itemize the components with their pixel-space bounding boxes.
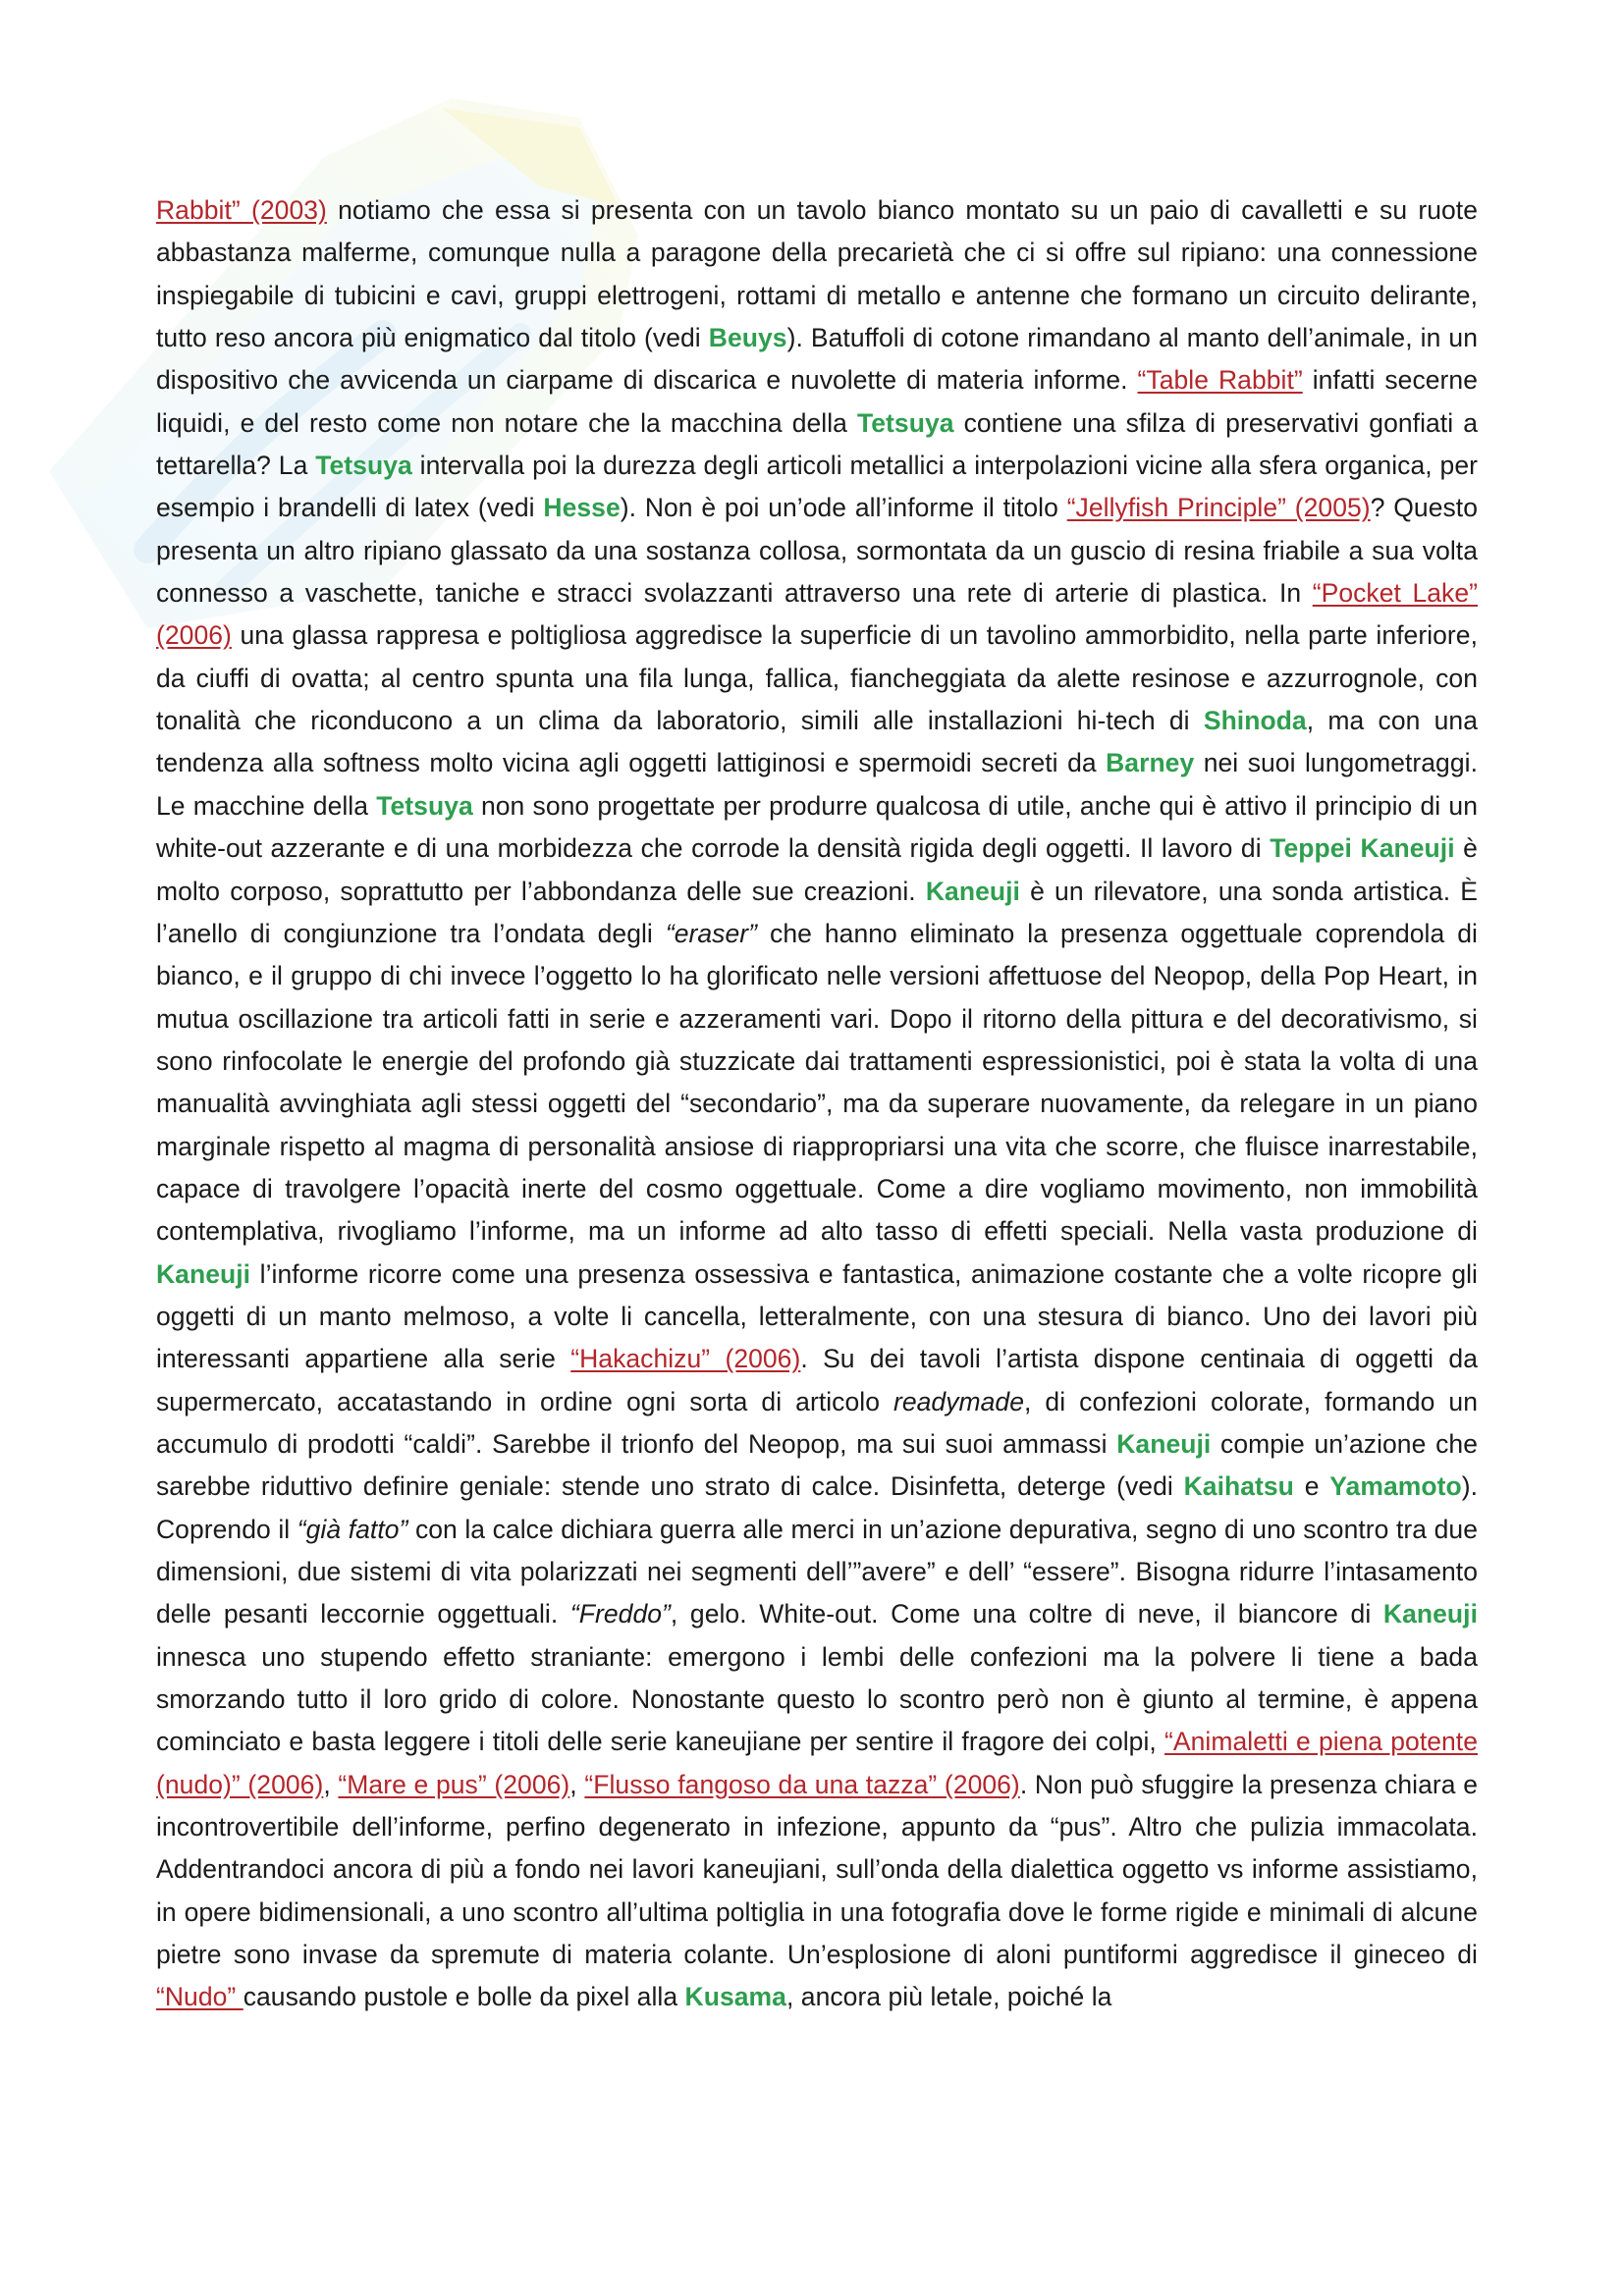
artist-name: Yamamoto [1329, 1471, 1462, 1502]
artist-name: Hesse [543, 493, 621, 523]
text-run: con la calce dichiara guerra alle merci in un’azione depurativa, segno di uno scontro tra due dimensioni, due sistemi di vita polarizzati nei segmenti dell’”avere” e dell’ “essere”. Bisogna ridurre l’intasamento delle pesanti leccornie oggettuali. [156, 1514, 1478, 1629]
text-run: infatti secerne liquidi, e del resto come non notare che la macchina della [156, 365, 1478, 438]
italic-term: “eraser” [665, 918, 758, 948]
artist-name: Shinoda [1203, 706, 1307, 736]
text-run: . Su dei tavoli l’artista dispone centinaia di oggetti da supermercato, accatastando in ordine ogni sorta di articolo [156, 1344, 1478, 1416]
artwork-title: “Mare e pus” (2006) [338, 1769, 570, 1799]
italic-term: readymade [893, 1386, 1025, 1416]
text-run: innesca uno stupendo effetto straniante: emergono i lembi delle confezioni ma la polvere li tiene a bada smorzando tutto il loro grido di colore. Nonostante questo lo scontro però non è giunto al termine, è appena cominciato e basta leggere i titoli delle serie kaneujiane per sentire il fragore dei colpi, [156, 1641, 1478, 1757]
artwork-title: “Jellyfish Principle” (2005) [1066, 493, 1371, 523]
artist-name: Kaneuji [1382, 1599, 1478, 1629]
text-run: non sono progettate per produrre qualcosa di utile, anche qui è attivo il principio di un white-out azzerante e di una morbidezza che corrode la densità rigida degli oggetti. Il lavoro di [156, 790, 1479, 864]
artwork-title: “Hakachizu” (2006) [570, 1344, 801, 1374]
artist-name: Kaneuji [925, 876, 1020, 906]
artist-name: Teppei Kaneuji [1270, 833, 1455, 864]
text-run: notiamo che essa si presenta con un tavolo bianco montato su un paio di cavalletti e su ruote abbastanza malferme, comunque nulla a paragone della precarietà che ci si offre sul ripiano: una connessione inspiegabile di tubicini e cavi, gruppi elettrogeni, rottami di metallo e antenne che formano un circuito delirante, tutto reso ancora più enigmatico dal titolo (vedi [156, 195, 1479, 353]
text-run: e [1293, 1471, 1330, 1502]
artist-name: Kaneuji [1116, 1428, 1212, 1459]
text-run: ? Questo presenta un altro ripiano glassato da una sostanza collosa, sormontata da un guscio di resina friabile a sua volta connesso a vaschette, taniche e stracci svolazzanti attraverso una rete di arterie di plastica. In [156, 493, 1478, 609]
text-run: ). Non è poi un’ode all’informe il titolo [620, 493, 1067, 523]
text-run: che hanno eliminato la presenza oggettuale coprendola di bianco, e il gruppo di chi invece l’oggetto lo ha glorificato nelle versioni affettuose del Neopop, della Pop Heart, in mutua oscillazione tra articoli fatti in serie e azzeramenti vari. Dopo il ritorno della pittura e del decorativismo, si sono rinfocolate le energie del profondo già stuzzicate dai trattamenti espressionistici, poi è stata la volta di una manualità avvinghiata agli stessi oggetti del “secondario”, ma da superare nuovamente, da relegare in un piano marginale rispetto al magma di personalità ansiose di riappropriarsi una vita che scorre, che fluisce inarrestabile, capace di travolgere l’opacità inerte del cosmo oggettuale. Come a dire vogliamo movimento, non immobilità contemplativa, rivogliamo l’informe, ma un informe ad alto tasso di effetti speciali. Nella vasta produzione di [156, 918, 1478, 1247]
text-run: intervalla poi la durezza degli articoli metallici a interpolazioni vicine alla sfera organica, per esempio i brandelli di latex (vedi [156, 451, 1478, 523]
artist-name: Beuys [708, 323, 787, 353]
text-run: causando pustole e bolle da pixel alla [243, 1982, 685, 2012]
artist-name: Kaneuji [156, 1258, 251, 1289]
paragraph [156, 189, 1478, 2019]
artwork-title: “Table Rabbit” [1137, 365, 1303, 396]
text-run: contiene una sfilza di preservativi gonfiati a tettarella? La [156, 407, 1478, 481]
text-run: è molto corposo, soprattutto per l’abbondanza delle sue creazioni. [156, 833, 1478, 906]
text-run: , gelo. White-out. Come una coltre di neve, il biancore di [670, 1599, 1383, 1629]
text-run: è un rilevatore, una sonda artistica. È l’anello di congiunzione tra l’ondata degli [156, 876, 1479, 948]
artist-name: Tetsuya [376, 790, 473, 821]
text-run: , ancora più letale, poiché la [785, 1982, 1112, 2012]
text-run: nei suoi lungometraggi. Le macchine della [156, 748, 1478, 821]
artist-name: Kaihatsu [1183, 1471, 1294, 1502]
body-text [156, 189, 1478, 2019]
text-run: . Non può sfuggire la presenza chiara e incontrovertibile dell’informe, perfino degenerato in infezione, appunto da “pus”. Altro che pulizia immacolata. Addentrandoci ancora di più a fondo nei lavori kaneujiani, sull’onda della dialettica oggetto vs informe assistiamo, in opere bidimensionali, a uno scontro all’ultima poltiglia in una fotografia dove le forme rigide e minimali di alcune pietre sono invase da spremute di materia colante. Un’esplosione di aloni puntiformi aggredisce il gineceo di [156, 1769, 1479, 1970]
artwork-title: Rabbit” (2003) [156, 195, 327, 225]
text-run: , di confezioni colorate, formando un accumulo di prodotti “caldi”. Sarebbe il trionfo del Neopop, ma sui suoi ammassi [156, 1386, 1478, 1459]
italic-term: “già fatto” [297, 1514, 408, 1544]
text-run: l’informe ricorre come una presenza ossessiva e fantastica, animazione costante che a volte ricopre gli oggetti di un manto melmoso, a volte li cancella, letteralmente, con una stesura di bianco. Uno dei lavori più interessanti appartiene alla serie [156, 1258, 1478, 1374]
text-run: una glassa rappresa e poltigliosa aggredisce la superficie di un tavolino ammorbidito, nella parte inferiore, da ciuffi di ovatta; al centro spunta una fila lunga, fallica, fiancheggiata da alette resinose e azzurrognole, con tonalità che riconducono a un clima da laboratorio, simili alle installazioni hi-tech di [156, 620, 1478, 736]
text-run: ). Coprendo il [156, 1471, 1478, 1544]
artwork-title: “Pocket Lake” (2006) [156, 578, 1479, 651]
artwork-title: “Nudo” [156, 1982, 243, 2012]
artist-name: Tetsuya [857, 407, 954, 438]
artwork-title: “Flusso fangoso da una tazza” (2006) [584, 1769, 1020, 1799]
artist-name: Kusama [684, 1982, 786, 2012]
artwork-title: “Animaletti e piena potente (nudo)” (2006) [156, 1727, 1479, 1799]
artist-name: Tetsuya [315, 451, 412, 481]
text-run: ). Batuffoli di cotone rimandano al manto dell’animale, in un dispositivo che avvicenda un ciarpame di discarica e nuvolette di materia informe. [156, 323, 1478, 396]
text-run: , ma con una tendenza alla softness molto vicina agli oggetti lattiginosi e spermoidi secreti da [156, 706, 1478, 778]
text-run: , [323, 1769, 339, 1799]
text-run: compie un’azione che sarebbe riduttivo definire geniale: stende uno strato di calce. Disinfetta, deterge (vedi [156, 1428, 1478, 1502]
text-run: , [569, 1769, 585, 1799]
artist-name: Barney [1106, 748, 1195, 778]
italic-term: “Freddo” [569, 1599, 671, 1629]
